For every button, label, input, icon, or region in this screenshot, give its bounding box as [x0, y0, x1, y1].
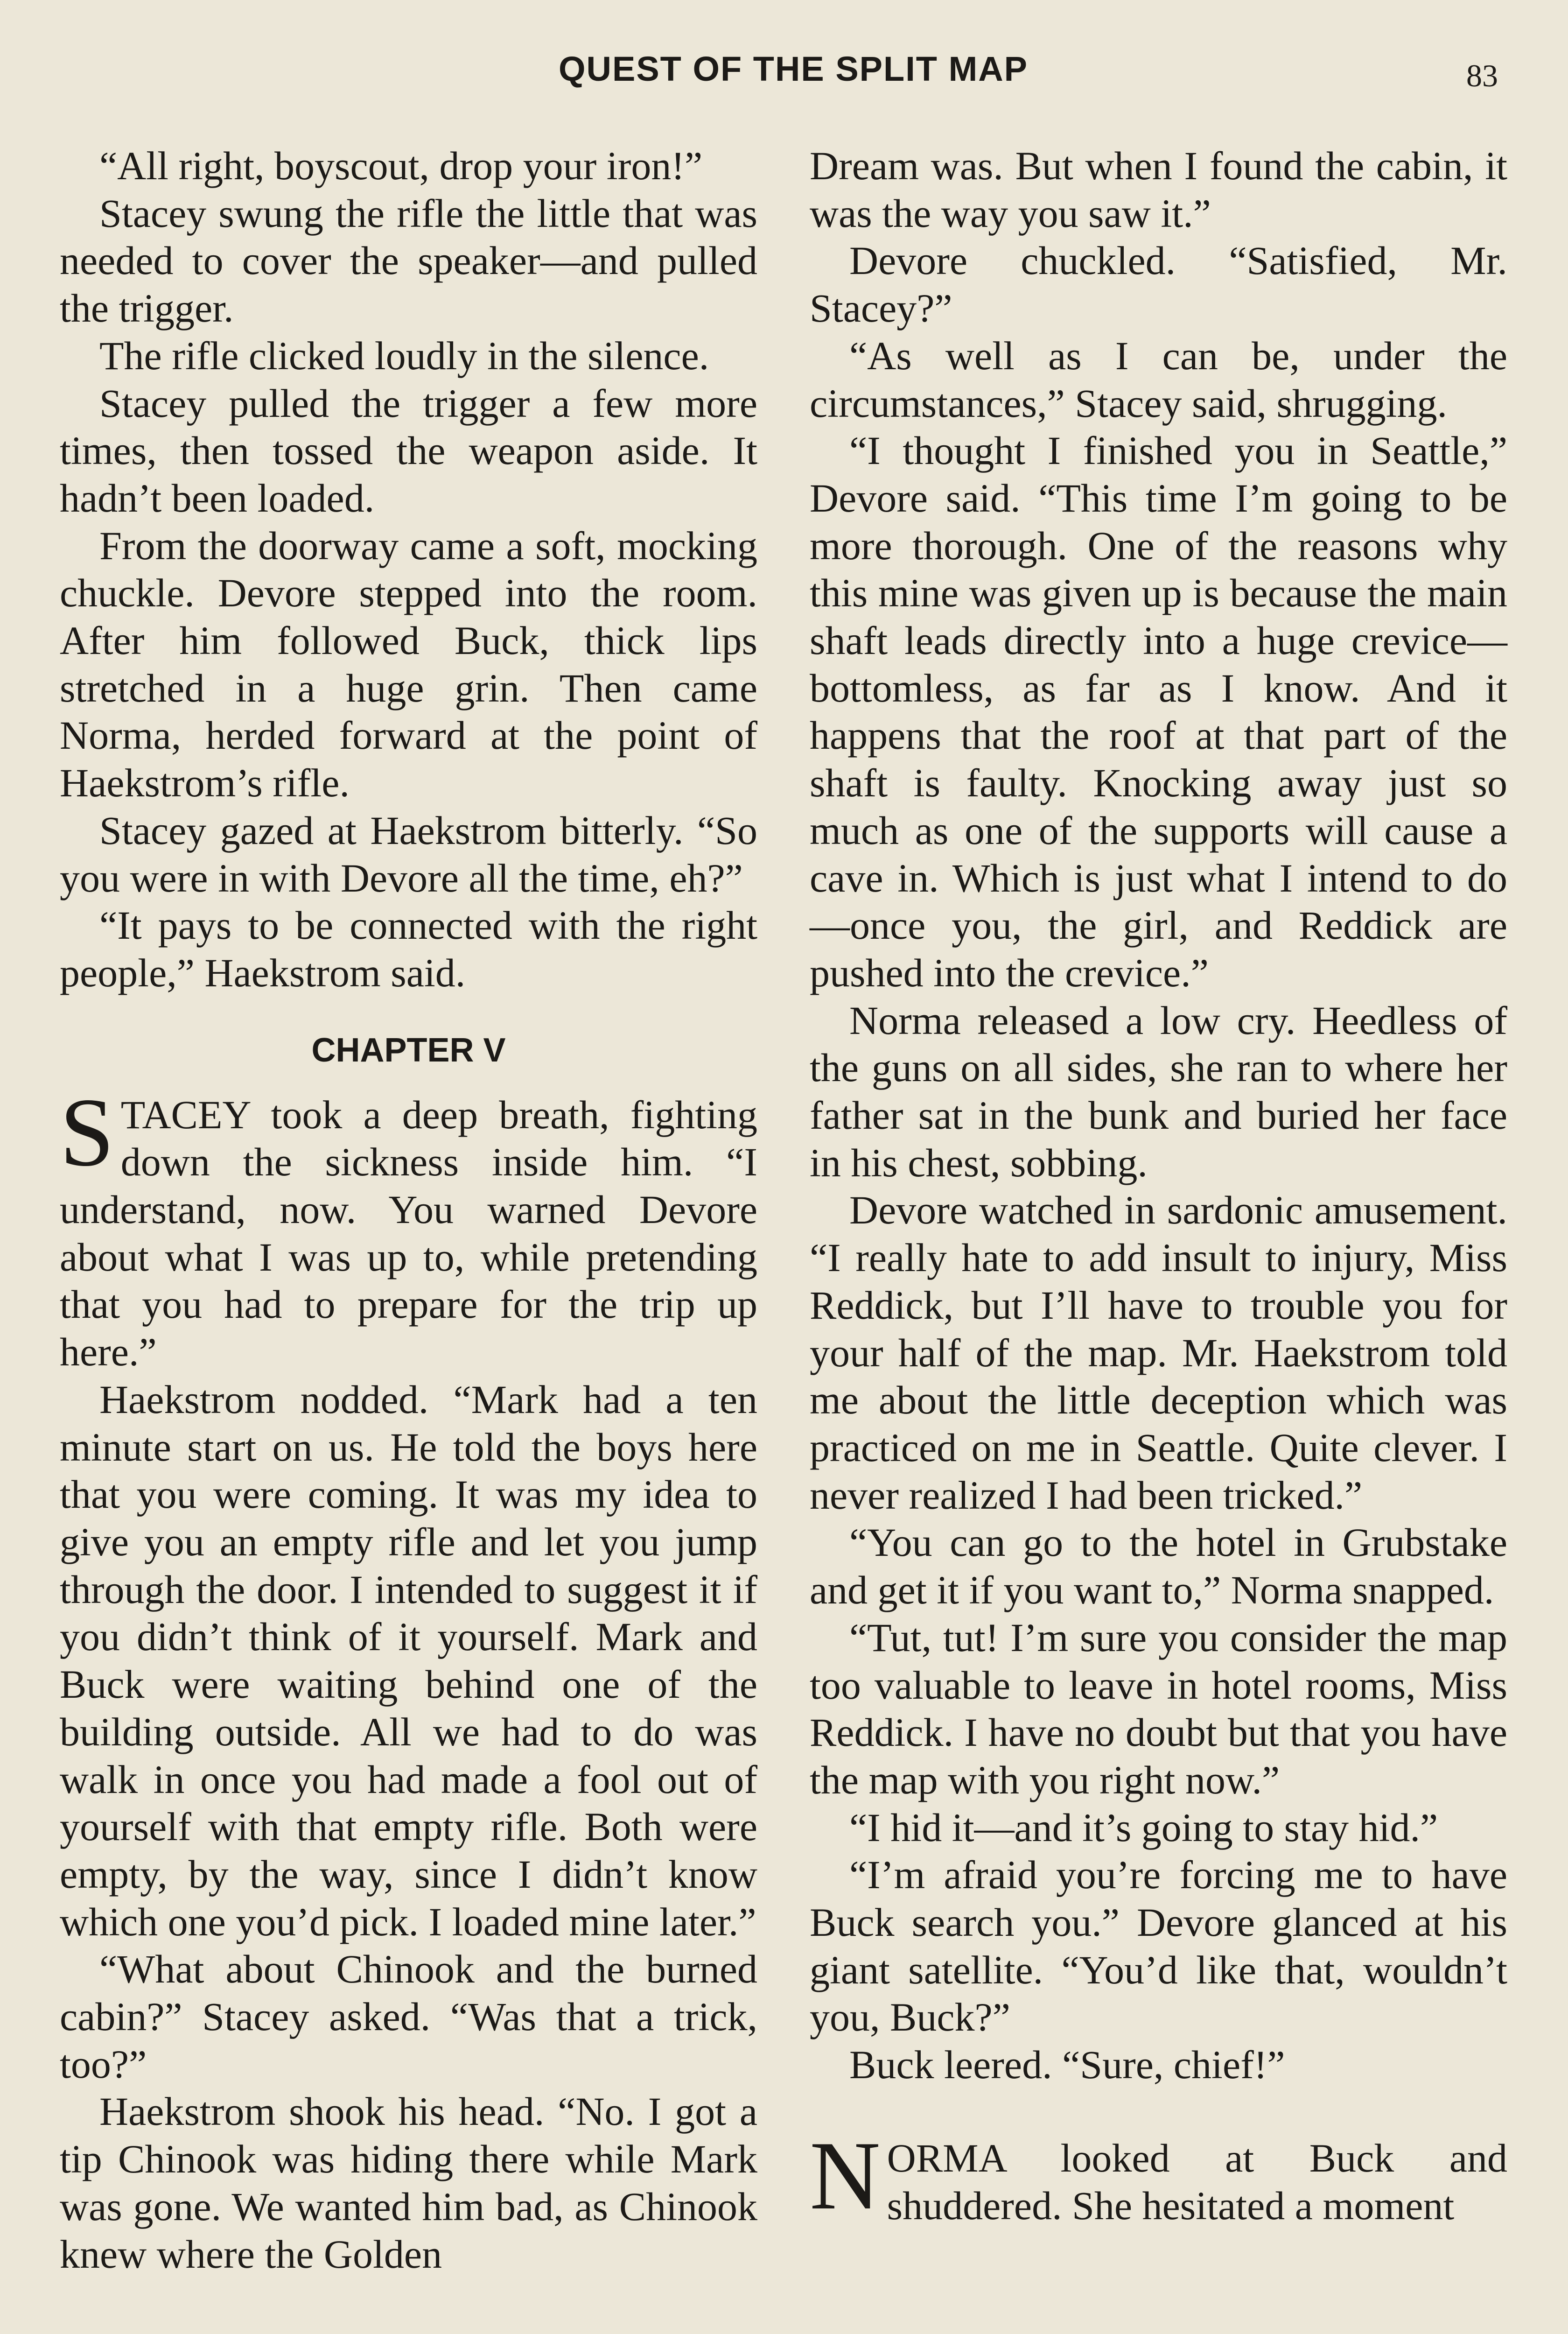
paragraph-continued: Dream was. But when I found the cabin, it was the way you saw it.”: [810, 143, 1507, 236]
left-column: [60, 142, 757, 2278]
paragraph: “I thought I finished you in Seattle,” Devore said. “This time I’m going to be more thorough. One of the reasons why this mine was given up is because the main shaft leads directly into a huge crevice—bottomless, as far as I know. And it happens that the roof at that part of the shaft is faulty. Knocking away just so much as one of the supports will cause a cave in. Which is just what I intend to do—once you, the girl, and Reddick are pushed into the crevice.”: [810, 428, 1507, 995]
paragraph: “You can go to the hotel in Grubstake and get it if you want to,” Norma snapped.: [810, 1520, 1507, 1613]
chapter-opening-paragraph: [60, 1078, 757, 1376]
paragraph: Stacey gazed at Haekstrom bitterly. “So you were in with Devore all the time, eh?”: [60, 808, 757, 900]
paragraph: Haekstrom shook his head. “No. I got a tip Chinook was hiding there while Mark was gone. We wanted him bad, as Chinook knew where the Golden: [60, 2089, 757, 2277]
paragraph: “I’m afraid you’re forcing me to have Buck search you.” Devore glanced at his giant satellite. “You’d like that, wouldn’t you, Buck?”: [810, 1852, 1507, 2040]
right-column: [810, 142, 1507, 2229]
running-head: [0, 49, 1568, 100]
paragraph: “What about Chinook and the burned cabin?” Stacey asked. “Was that a trick, too?”: [60, 1947, 757, 2087]
drop-cap: N: [810, 2121, 881, 2230]
paragraph-text: TACEY took a deep breath, fighting down the sickness inside him. “I understand, now. You warned Devore about what I was up to, while pretending that you had to prepare for the trip up here.”: [60, 1092, 757, 1375]
paragraph: Stacey pulled the trigger a few more times, then tossed the weapon aside. It hadn’t been loaded.: [60, 380, 757, 520]
chapter-heading: CHAPTER V: [311, 1031, 506, 1069]
page-number: 83: [1466, 58, 1498, 93]
paragraph: “All right, boyscout, drop your iron!”: [99, 143, 703, 188]
paragraph: Buck leered. “Sure, chief!”: [849, 2042, 1285, 2088]
drop-cap: S: [60, 1078, 114, 1187]
paragraph: “As well as I can be, under the circumstances,” Stacey said, shrugging.: [810, 333, 1507, 426]
paragraph: Devore watched in sardonic amusement. “I really hate to add insult to injury, Miss Reddick, but I’ll have to trouble you for your half of the map. Mr. Haekstrom told me about the little deception which was practiced on me in Seattle. Quite clever. I never realized I had been tricked.”: [810, 1188, 1507, 1518]
paragraph: Stacey swung the rifle the little that was needed to cover the speaker—and pulled the trigger.: [60, 190, 757, 331]
paragraph: “I hid it—and it’s going to stay hid.”: [849, 1805, 1438, 1850]
running-title: QUEST OF THE SPLIT MAP: [558, 49, 1029, 88]
section-break: [810, 2089, 1507, 2135]
paragraph-text: ORMA looked at Buck and shuddered. She hesitated a moment: [887, 2135, 1507, 2228]
section-opening-paragraph: [810, 2121, 1507, 2230]
paragraph: The rifle clicked loudly in the silence.: [99, 333, 709, 378]
paragraph: “Tut, tut! I’m sure you consider the map too valuable to leave in hotel rooms, Miss Reddick. I have no doubt but that you have the map with you right now.”: [810, 1615, 1507, 1802]
paragraph: Norma released a low cry. Heedless of the guns on all sides, she ran to where her father sat in the bunk and buried her face in his chest, sobbing.: [810, 998, 1507, 1185]
paragraph: From the doorway came a soft, mocking chuckle. Devore stepped into the room. After him followed Buck, thick lips stretched in a huge grin. Then came Norma, herded forward at the point of Haekstrom’s rifle.: [60, 523, 757, 806]
paragraph: Haekstrom nodded. “Mark had a ten minute start on us. He told the boys here that you were coming. It was my idea to give you an empty rifle and let you jump through the door. I intended to suggest it if you didn’t think of it yourself. Mark and Buck were waiting behind one of the building outside. All we had to do was walk in once you had made a fool out of yourself with that empty rifle. Both were empty, by the way, since I didn’t know which one you’d pick. I loaded mine later.”: [60, 1377, 757, 1944]
paragraph: “It pays to be connected with the right people,” Haekstrom said.: [60, 903, 757, 995]
paragraph: Devore chuckled. “Satisfied, Mr. Stacey?”: [810, 238, 1507, 331]
